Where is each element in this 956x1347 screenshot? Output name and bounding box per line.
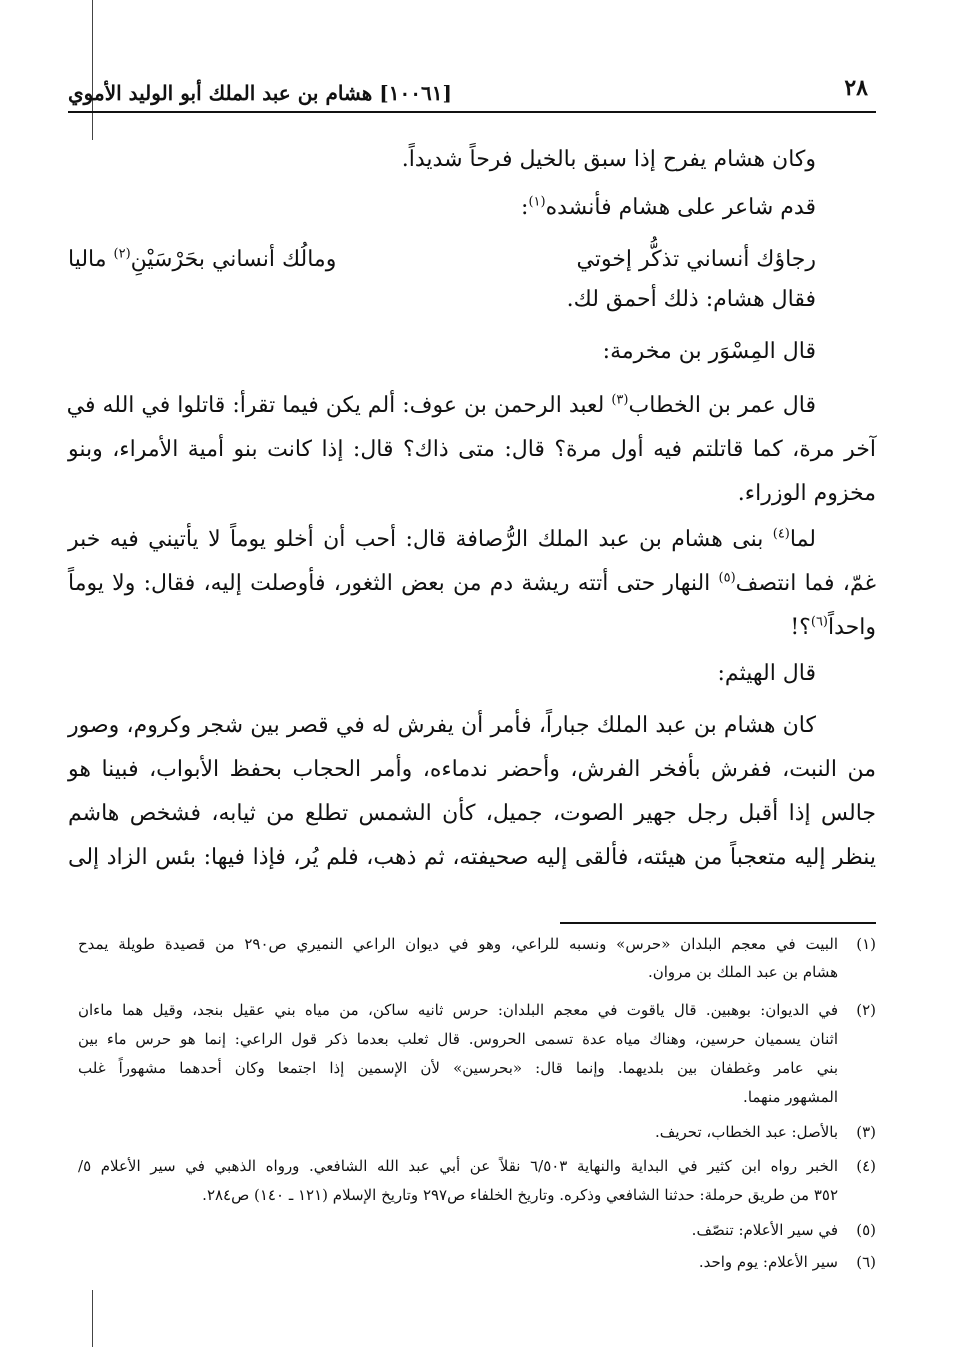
footnote-number: (٦) [856,1253,876,1271]
paragraph-line: جالس إذا أقبل رجل جهير الصوت، جميل، كأن الشمس تطلع من ثيابه، فشخص هاشم [68,801,876,826]
footnote-separator [560,922,876,924]
footnote-text: سير الأعلام: يوم واحد. [698,1253,838,1271]
paragraph-line: قال المِسْوَر بن مخرمة: [602,339,816,364]
footnote-text: في سير الأعلام: تنصّف. [691,1221,838,1239]
footnote-text: بالأصل: عبد الخطاب، تحريف. [655,1123,838,1141]
scan-edge-line [92,1290,93,1347]
footnote-text: اثنان يسميان حرسين، وهناك مياه عدة تسمى الحروس. قال ثعلب بعدما ذكر قول الراعي: إنما هو حرس ماء بين [78,1030,838,1048]
footnote-number: (١) [856,935,876,953]
paragraph-line: فقال هشام: ذلك أحمق لك. [566,287,816,312]
paragraph-line: وكان هشام يفرح إذا سبق بالخيل فرحاً شديداً. [401,147,816,172]
paragraph-line: قال عمر بن الخطاب$^{(٣)}$ لعبد الرحمن بن عوف: ألم يكن فيما تقرأ: قاتلوا في الله في [66,392,816,418]
verse-second-hemistich: ومالُك أنساني بحَرْسَيْنِ$^{(٢)}$ ماليا [68,246,337,272]
footnote-text: البيت في معجم البلدان «حرس» ونسبه للراعي، وهو في ديوان الراعي النميري ص٢٩٠ من قصيدة طويلة يمدح [78,935,838,953]
paragraph-line: ينظر إليه متعجباً من هيئته، فألقى إليه صحيفته، ثم ذهب، فلم يُر، فإذا فيها: بئس الزاد إلى [68,845,876,870]
scan-edge-line [92,0,93,140]
paragraph-line: مخزوم الوزراء. [737,481,876,506]
paragraph-line: واحداً$^{(٦)}$؟! [790,614,876,640]
paragraph-line: من النبت، ففرش بأفخر الفرش، وأحضر ندماءه، وأمر الحجاب بحفظ الأبواب، فبينا هو [68,757,876,782]
paragraph-line: لما$^{(٤)}$ بنى هشام بن عبد الملك الرُّصافة قال: أحب أن أخلو يوماً لا يأتيني فيه خبر [68,526,816,552]
footnote-text: المشهور منهما. [743,1088,838,1106]
paragraph-line: آخر مرة، كما قاتلتم فيه أول مرة؟ قال: متى ذاك؟ قال: إذا كانت بنو أمية الأمراء، وبنو [68,437,876,462]
paragraph-line: كان هشام بن عبد الملك جباراً، فأمر أن يفرش له في قصر بين شجر وكروم، وصور [68,713,816,738]
verse-first-hemistich: رجاؤك أنساني تذكُّر إخوتي [576,247,816,272]
footnote-number: (٤) [856,1157,876,1175]
footnote-text: في الديوان: بوهبين. قال ياقوت في معجم البلدان: حرس ثانيه ساكن، من مياه بني عقيل بنجد، وقيل هما ماءان [78,1001,838,1019]
footnote-text: الخبر رواه ابن كثير في البداية والنهاية ٦/٥٠٣ نقلاً عن أبي عبد الله الشافعي. ورواه الذهبي في سير الأعلام ٥/ [78,1157,838,1175]
running-title: [١٠٠٦١] هشام بن عبد الملك أبو الوليد الأموي [68,81,452,105]
paragraph-line: قال الهيثم: [717,661,816,686]
footnote-number: (٥) [856,1221,876,1239]
footnote-text: هشام بن عبد الملك بن مروان. [647,963,838,981]
paragraph-line: قدم شاعر على هشام فأنشده$^{(١)}$: [521,194,816,220]
footnote-number: (٣) [856,1123,876,1141]
paragraph-line: غمّ، فما انتصف$^{(٥)}$ النهار حتى أتته ريشة دم من بعض الثغور، فأوصلت إليه، فقال: ولا يوماً [68,570,876,596]
page-number: ٢٨ [844,75,868,101]
page-header [68,75,876,113]
footnote-number: (٢) [856,1001,876,1019]
footnote-text: ٣٥٢ من طريق حرملة: حدثنا الشافعي وذكره. وتاريخ الخلفاء ص٢٩٧ وتاريخ الإسلام (١٢١ ـ ١٤٠) ص٢٨٤. [202,1186,838,1204]
footnote-text: بني عامر وغطفان بين بلديهما. وإنما قال: «بحرسين» لأن الإسمين إذا اجتمعا وكان أحدهما مشهوراً غلب [78,1059,838,1077]
